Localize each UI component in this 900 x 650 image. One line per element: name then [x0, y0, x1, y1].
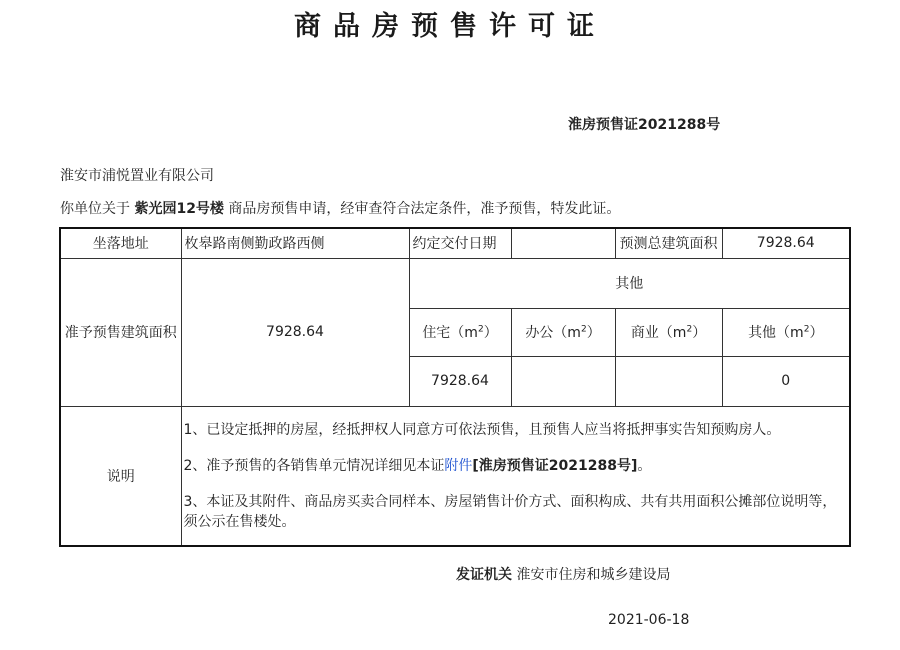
note-1: 1、已设定抵押的房屋，经抵押权人同意方可依法预售，且预售人应当将抵押事实告知预购房人。 — [183, 421, 781, 438]
unit-close: ） — [483, 325, 498, 341]
attachment-link[interactable]: 附件 — [444, 457, 473, 474]
table-row — [60, 258, 850, 308]
notes-cell — [181, 406, 850, 546]
col-residential-text: 住宅（m — [422, 325, 478, 341]
delivery-date-value — [511, 228, 615, 258]
permit-table — [59, 227, 851, 547]
note-2-suffix: 。 — [637, 457, 652, 474]
issuing-authority — [456, 564, 670, 584]
location-label: 坐落地址 — [60, 228, 181, 258]
other-header: 其他 — [409, 258, 850, 308]
intro-prefix: 你单位关于 — [60, 201, 130, 217]
issuer-name: 淮安市住房和城乡建设局 — [516, 567, 671, 583]
intro-sentence — [60, 198, 620, 218]
estimated-area-label: 预测总建筑面积 — [615, 228, 722, 258]
value-office — [511, 356, 615, 406]
note-2-prefix: 2、准予预售的各销售单元情况详细见本证 — [183, 457, 445, 474]
col-office — [511, 308, 615, 356]
table-row — [60, 406, 850, 546]
presale-area-value: 7928.64 — [181, 258, 409, 406]
unit-close: ） — [692, 325, 707, 341]
table-row — [60, 228, 850, 258]
value-residential: 7928.64 — [409, 356, 511, 406]
col-residential — [409, 308, 511, 356]
unit-superscript: 2 — [580, 324, 587, 335]
company-name: 淮安市浦悦置业有限公司 — [60, 168, 214, 184]
unit-superscript: 2 — [686, 324, 693, 335]
location-value: 枚皋路南侧勤政路西侧 — [181, 228, 409, 258]
presale-area-label: 准予预售建筑面积 — [60, 258, 181, 406]
unit-close: ） — [586, 325, 601, 341]
col-commercial — [615, 308, 722, 356]
unit-superscript: 2 — [477, 324, 484, 335]
unit-superscript: 2 — [803, 324, 810, 335]
intro-suffix: 商品房预售申请，经审查符合法定条件，准予预售，特发此证。 — [228, 201, 621, 217]
col-commercial-text: 商业（m — [630, 325, 687, 341]
col-office-text: 办公（m — [525, 325, 581, 341]
notes-label: 说明 — [60, 406, 181, 546]
col-other-text: 其他（m — [748, 325, 804, 341]
document-title: 商品房预售许可证 — [294, 11, 606, 42]
note-2-cert: [淮房预售证2021288号] — [472, 457, 638, 474]
note-3: 3、本证及其附件、商品房买卖合同样本、房屋销售计价方式、面积构成、共有共用面积公摊部位说明等，须公示在售楼处。 — [183, 493, 837, 530]
project-name: 紫光园12号楼 — [134, 201, 224, 217]
issuer-label: 发证机关 — [456, 567, 512, 583]
value-other: 0 — [722, 356, 850, 406]
estimated-area-value: 7928.64 — [722, 228, 850, 258]
unit-close: ） — [809, 325, 824, 341]
delivery-date-label: 约定交付日期 — [409, 228, 511, 258]
col-other — [722, 308, 850, 356]
note-2 — [184, 456, 848, 476]
certificate-number: 淮房预售证2021288号 — [568, 117, 721, 133]
issue-date: 2021-06-18 — [608, 612, 690, 628]
value-commercial — [615, 356, 722, 406]
